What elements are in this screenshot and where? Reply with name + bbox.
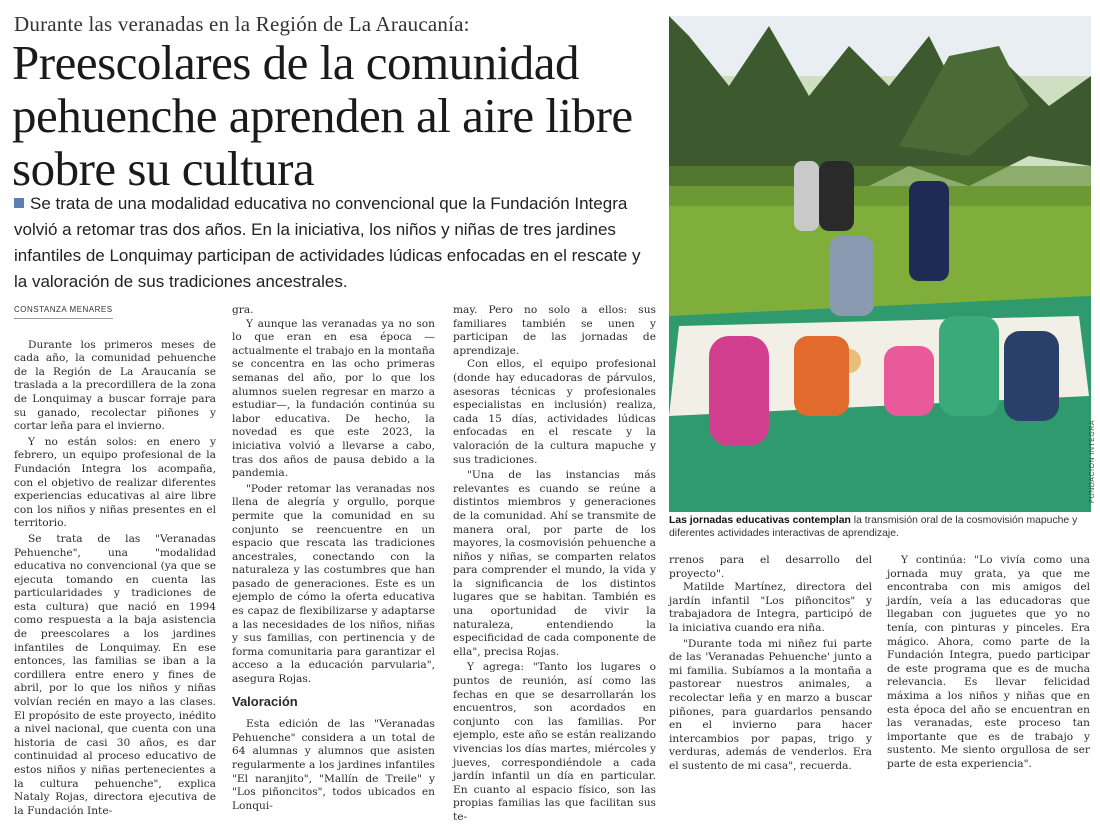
- paragraph: "Una de las instancias más relevantes es cuando se reúne a distintos miembros y generaciones de la comunidad. Ahí se transmite de manera oral, por parte de los mayores, la cosmovisión pehuenche a niños y niñas, se comparten relatos para comprender el mundo, la vida y la significancia de los distintos lugares que se habitan. También es una oportunidad de vivir la naturaleza, entendiendo la especificidad de cada componente de ella", precisa Rojas.: [453, 469, 656, 658]
- column-1: [14, 303, 216, 818]
- photo-caption: [669, 514, 1095, 540]
- column-5: [887, 554, 1090, 772]
- caption-bold: Las jornadas educativas contemplan: [669, 515, 851, 526]
- photo-credit: FUNDACIÓN INTEGRA: [1089, 420, 1096, 504]
- paragraph: Con ellos, el equipo profesional (donde hay educadoras de párvulos, asesoras técnicas y profesionales especialistas en inclusión) realiza, cada 15 días, actividades lúdicas enfocadas en el rescate y la valoración de la cultura mapuche y sus tradiciones.: [453, 358, 656, 466]
- photo-illustration: [669, 16, 1091, 512]
- paragraph: gra.: [232, 304, 254, 316]
- paragraph: "Poder retomar las veranadas nos llena de alegría y orgullo, porque permite que la comunidad en su conjunto se reencuentre en un espacio que rescata las tradiciones ancestrales, conectando con la naturaleza y las costumbres que han pasado de generaciones. Este es un ejemplo de cómo la oferta educativa es capaz de flexibilizarse y adaptarse a las necesidades de los niños, niñas y sus familias, con pertinencia y de forma comunitaria para garantizar el acceso a la educación parvularia", asegura Rojas.: [232, 482, 435, 686]
- paragraph: rrenos para el desarrollo del proyecto".: [669, 554, 872, 580]
- column-3: [453, 304, 656, 825]
- paragraph: Y continúa: "Lo vivía como una jornada muy grata, ya que me encontraba con mis amigos del jardín, veía a las educadoras que llegaban con juguetes que yo no tenía, con pinturas y pinceles. Era mágico. Ahora, como parte de la Fundación Integra, puedo participar de este programa que es de mucha relevancia. Es llevar felicidad máxima a los niños y niñas que en esta época del año se encuentran en las veranadas, este proceso tan importante que es de trabajo y sustento. Me siento orgullosa de ser parte de esta experiencia".: [887, 554, 1090, 770]
- caption-text: la transmisión oral de la cosmovisión mapuche y diferentes actividades interactivas de aprendizaje.: [669, 515, 1078, 539]
- paragraph: Se trata de las "Veranadas Pehuenche", una "modalidad educativa no convencional (ya que se ejecuta tomando en cuenta las particularidades y tradiciones de esta cultura) que nació en 1994 como respuesta a la baja asistencia de preescolares a los jardines infantiles de Lonquimay. En ese entonces, las familias se iban a la cordillera entre enero y fines de abril, por lo que los niños y niñas volvían recién en mayo a las clases. El propósito de este proyecto, inédito a nivel nacional, que cuenta con una historia de casi 30 años, es dar continuidad al proceso educativo de estos niños y niñas pertenecientes a la cultura pehuenche", explica Nataly Rojas, directora ejecutiva de la Fundación Inte-: [14, 532, 216, 817]
- article-photo: [669, 16, 1091, 512]
- column-4: [669, 554, 872, 774]
- lead-text: Se trata de una modalidad educativa no convencional que la Fundación Integra volvió a retomar tras dos años. En la iniciativa, los niños y niñas de tres jardines infantiles de Lonquimay participan de actividades lúdicas enfocadas en el rescate y la valoración de sus tradiciones ancestrales.: [14, 194, 641, 291]
- subheading: Valoración: [232, 693, 298, 709]
- kicker: Durante las veranadas en la Región de La Araucanía:: [14, 12, 470, 36]
- lead-paragraph: [14, 191, 650, 295]
- paragraph: Y agrega: "Tanto los lugares o puntos de reunión, así como las fechas en que se desarrollarán los encuentros, son acordados en conjunto con las familias. Por ejemplo, este año se están realizando vivencias los días martes, miércoles y jueves, correspondiéndole a cada jardín infantil un día en particular. En cuanto al espacio físico, son las propias familias las que facilitan sus te-: [453, 661, 656, 823]
- column-2: [232, 304, 435, 813]
- byline: CONSTANZA MENARES: [14, 303, 113, 319]
- bullet-square-icon: [14, 198, 24, 208]
- paragraph: may. Pero no solo a ellos: sus familiares también se unen y participan de las jornadas de aprendizaje.: [453, 304, 656, 357]
- paragraph: Durante los primeros meses de cada año, la comunidad pehuenche de la Región de La Araucanía se traslada a la precordillera de la zona de Lonquimay a buscar forraje para su ganado, recolectar piñones y cortar leña para el invierno.: [14, 338, 216, 433]
- headline: Preescolares de la comunidad pehuenche aprenden al aire libre sobre su cultura: [12, 35, 633, 196]
- paragraph: Y no están solos: en enero y febrero, un equipo profesional de la Fundación Integra los acompaña, con el objetivo de realizar diferentes experiencias educativas al aire libre con los niños y niñas presentes en el territorio.: [14, 435, 216, 530]
- paragraph: Matilde Martínez, directora del jardín infantil "Los piñoncitos" y trabajadora de Integra, participó de la iniciativa cuando era niña.: [669, 581, 872, 634]
- paragraph: Y aunque las veranadas ya no son lo que eran en esa época —actualmente el trabajo en la montaña se concentra en las ocho primeras semanas del año, por lo que los alumnos suelen regresar en marzo a estudiar—, la fundación continúa su labor educativa. De hecho, la novedad es que este 2023, la iniciativa volvió a llevarse a cabo, tras dos años de pausa debido a la pandemia.: [232, 317, 435, 480]
- paragraph: "Durante toda mi niñez fui parte de las 'Veranadas Pehuenche' junto a mi familia. Subíamos a la montaña a pastorear nuestros animales, a recolectar leña y en marzo a buscar piñones, para guardarlos pensando en el invierno para hacer intercambios por papas, trigo y verduras, además de venderlos. Era el sustento de mi casa", recuerda.: [669, 637, 872, 772]
- paragraph: Esta edición de las "Veranadas Pehuenche" considera a un total de 64 alumnas y alumnos que asisten regularmente a los jardines infantiles "El naranjito", "Mallín de Treile" y "Los piñoncitos", todos ubicados en Lonqui-: [232, 718, 435, 812]
